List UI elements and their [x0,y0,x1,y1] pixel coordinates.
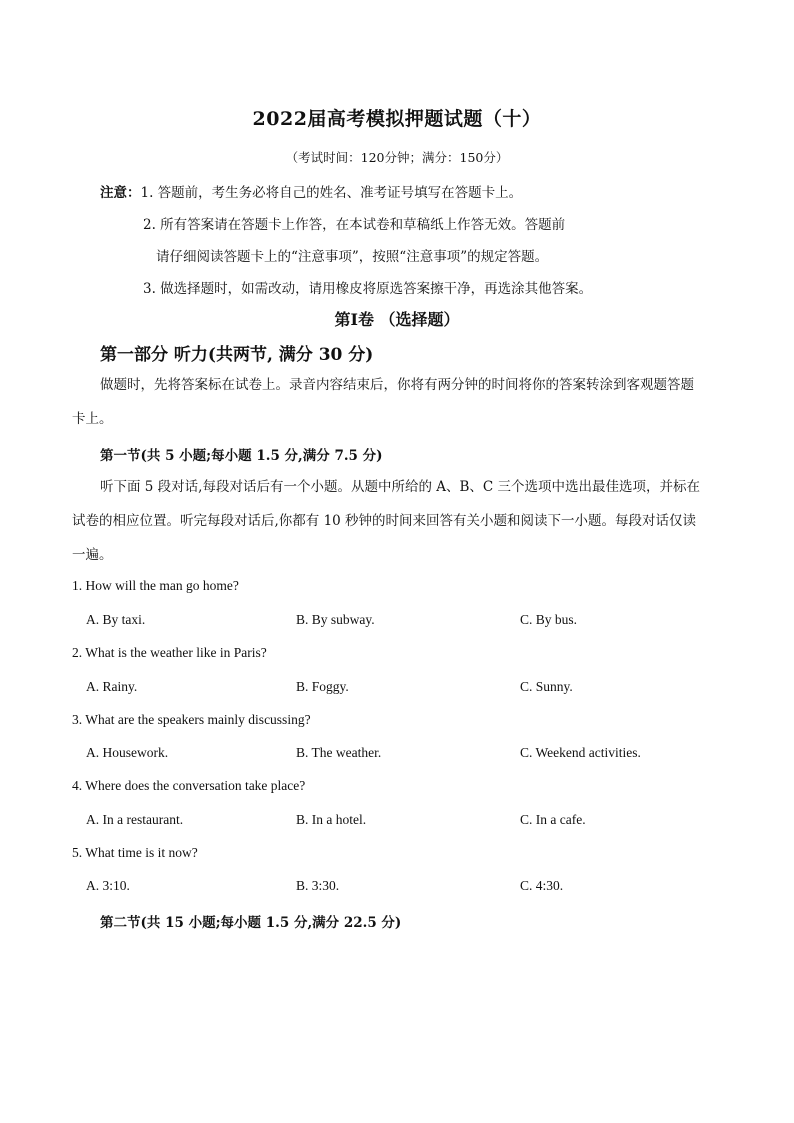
question-3-option-b: B. The weather. [296,745,382,760]
question-4-option-c: C. In a cafe. [520,812,586,827]
section2-title: 第二节(共 15 小题;每小题 1.5 分,满分 22.5 分) [100,915,402,931]
part1-instruction-line-2: 卡上。 [72,411,113,427]
section1-instruction-line-1: 听下面 5 段对话,每段对话后有一个小题。从题中所给的 A、B、C 三个选项中选出最佳选项，并标在 [100,479,701,495]
note-item-2-cont: 请仔细阅读答题卡上的“注意事项”，按照“注意事项”的规定答题。 [156,249,549,265]
question-1-option-c: C. By bus. [520,612,578,627]
exam-title: 2022届高考模拟押题试题（十） [252,108,542,130]
question-3: 3. What are the speakers mainly discussing? [72,712,311,727]
note-item-3: 3. 做选择题时，如需改动，请用橡皮将原选答案擦干净，再选涂其他答案。 [143,281,593,297]
question-1: 1. How will the man go home? [72,578,239,593]
question-4: 4. Where does the conversation take place? [72,778,306,793]
question-2-option-a: A. Rainy. [86,679,138,694]
exam-subtitle: （考试时间：120分钟；满分：150分） [285,150,509,165]
question-5: 5. What time is it now? [72,845,198,860]
part1-title: 第一部分 听力(共两节, 满分 30 分) [100,345,374,365]
question-3-option-a: A. Housework. [86,745,169,760]
question-5-option-c: C. 4:30. [520,878,564,893]
section1-instruction-line-2: 试卷的相应位置。听完每段对话后,你都有 10 秒钟的时间来回答有关小题和阅读下一小题。每段对话仅读 [72,513,697,529]
question-4-option-a: A. In a restaurant. [86,812,184,827]
notes-line-1 [100,181,522,201]
question-1-option-a: A. By taxi. [86,612,146,627]
notes-label: 注意： [100,185,141,201]
question-2-option-c: C. Sunny. [520,679,573,694]
part1-instruction-line-1: 做题时，先将答案标在试卷上。录音内容结束后，你将有两分钟的时间将你的答案转涂到客观题答题 [100,377,694,393]
question-5-option-b: B. 3:30. [296,878,340,893]
note-item-1: 1. 答题前，考生务必将自己的姓名、准考证号填写在答题卡上。 [140,185,523,201]
section1-title: 第一节(共 5 小题;每小题 1.5 分,满分 7.5 分) [100,448,383,464]
note-item-2: 2. 所有答案请在答题卡上作答，在本试卷和草稿纸上作答无效。答题前 [143,217,566,233]
question-1-option-b: B. By subway. [296,612,375,627]
question-2-option-b: B. Foggy. [296,679,349,694]
section-title: 第Ⅰ卷 （选择题） [334,310,460,329]
section1-instruction-line-3: 一遍。 [72,547,113,563]
question-2: 2. What is the weather like in Paris? [72,645,267,660]
question-3-option-c: C. Weekend activities. [520,745,641,760]
question-4-option-b: B. In a hotel. [296,812,367,827]
question-5-option-a: A. 3:10. [86,878,130,893]
